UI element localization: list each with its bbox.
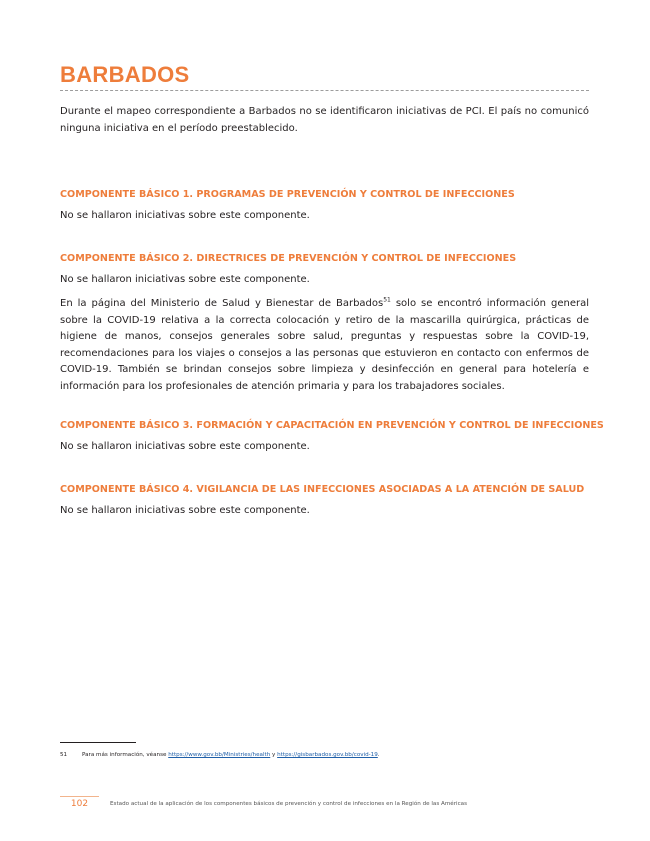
section-heading-1: COMPONENTE BÁSICO 1. PROGRAMAS DE PREVENCIÓN Y CONTROL DE INFECCIONES (60, 189, 515, 200)
section-text-3: No se hallaron iniciativas sobre este componente. (60, 441, 310, 452)
detail-text-start: En la página del Ministerio de Salud y Bienestar de Barbados (60, 298, 384, 309)
section-text-4: No se hallaron iniciativas sobre este componente. (60, 505, 310, 516)
footnote-link-gis[interactable]: https://gisbarbados.gov.bb/covid-19 (277, 752, 378, 758)
section-text-1: No se hallaron iniciativas sobre este componente. (60, 210, 310, 221)
footnote-reference[interactable]: 51 (383, 296, 391, 304)
title-divider (60, 90, 589, 91)
footnote-end: . (377, 752, 380, 758)
footnote-text: Para más información, véanse (82, 752, 169, 758)
page-number-rule (60, 796, 99, 797)
footnote-divider (60, 742, 136, 743)
section-heading-2: COMPONENTE BÁSICO 2. DIRECTRICES DE PREVENCIÓN Y CONTROL DE INFECCIONES (60, 253, 517, 264)
footnote-link-health[interactable]: https://www.gov.bb/Ministries/health (168, 752, 271, 758)
footnote-connector: y (270, 752, 278, 758)
section-detail-2 (60, 296, 589, 395)
section-text-2: No se hallaron iniciativas sobre este componente. (60, 274, 310, 285)
detail-text-rest: solo se encontró información general sobre la COVID-19 relativa a la correcta colocación y retiro de la mascarilla quirúrgica, prácticas de higiene de manos, consejos generales sobre salud, preguntas y respuestas sobre la COVID-19, recomendaciones para los viajes o consejos a las personas que estuvieron en contacto con enfermos de COVID-19. También se brindan consejos sobre limpieza y desinfección en general para hotelería e información para los profesionales de atención primaria y para los trabajadores sociales. (60, 298, 589, 392)
running-title: Estado actual de la aplicación de los componentes básicos de prevención y control de infecciones en la Región de las Américas (110, 801, 468, 807)
page-number: 102 (70, 799, 89, 809)
intro-paragraph: Durante el mapeo correspondiente a Barbados no se identificaron iniciativas de PCI. El país no comunicó ninguna iniciativa en el período preestablecido. (60, 106, 589, 134)
section-heading-4: COMPONENTE BÁSICO 4. VIGILANCIA DE LAS INFECCIONES ASOCIADAS A LA ATENCIÓN DE SALUD (60, 484, 585, 495)
footnote (60, 752, 380, 758)
page-title: BARBADOS (60, 62, 190, 87)
section-heading-3: COMPONENTE BÁSICO 3. FORMACIÓN Y CAPACITACIÓN EN PREVENCIÓN Y CONTROL DE INFECCIONES (60, 420, 604, 431)
footnote-number: 51 (60, 752, 68, 758)
